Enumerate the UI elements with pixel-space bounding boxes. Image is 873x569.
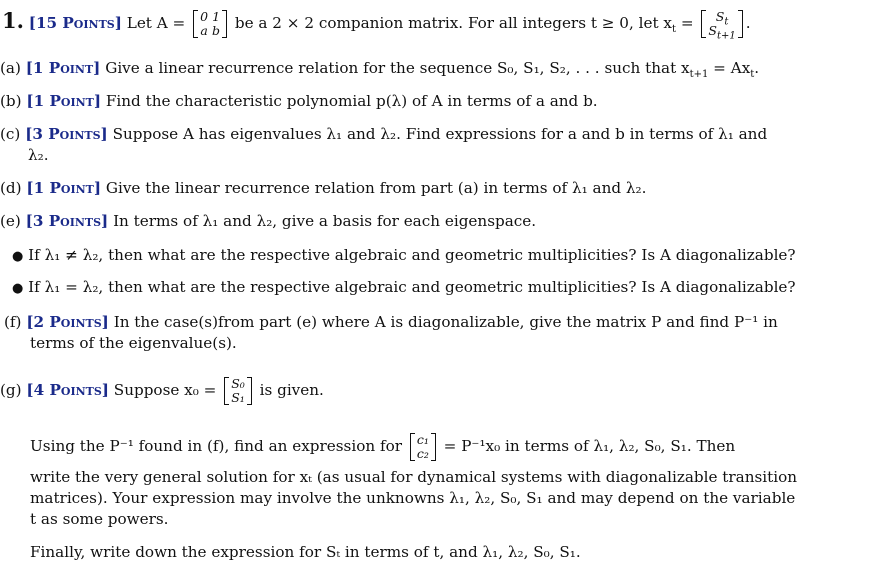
part-e bbox=[0, 211, 536, 231]
part-g-label: (g) bbox=[0, 381, 22, 399]
part-e-bullet-text: If λ₁ ≠ λ₂, then what are the respective algebraic and geometric multiplicities? Is A diagonalizable? bbox=[28, 246, 796, 264]
matrix-A bbox=[193, 10, 227, 38]
vector-St-entry: $S_{t+1}$ bbox=[708, 23, 736, 42]
part-c-points: [3 Points] bbox=[25, 125, 108, 143]
part-a-tail: = Ax bbox=[708, 59, 751, 77]
part-d-label: (d) bbox=[0, 179, 22, 197]
part-f-text2: terms of the eigenvalue(s). bbox=[30, 334, 237, 352]
part-e-points: [3 Points] bbox=[25, 212, 109, 230]
part-a-points: [1 Point] bbox=[25, 59, 101, 77]
problem-text-a: Let A = bbox=[126, 14, 186, 32]
vector-c bbox=[410, 433, 436, 461]
part-g-line2 bbox=[30, 467, 797, 487]
bullet-icon: ● bbox=[12, 281, 24, 296]
part-g-text-b: is given. bbox=[259, 381, 324, 399]
sub-t: t bbox=[671, 24, 676, 36]
part-c bbox=[0, 124, 767, 144]
matrix-A-entry: a bbox=[200, 23, 208, 38]
part-g-line3 bbox=[30, 488, 795, 508]
part-a-text: Give a linear recurrence relation for the sequence S₀, S₁, S₂, . . . such that x bbox=[105, 59, 690, 77]
part-g-line4-text: t as some powers. bbox=[30, 510, 169, 528]
vector-St-entry: $S_t$ bbox=[715, 9, 729, 28]
part-e-bullet bbox=[12, 277, 796, 299]
part-d-text: Give the linear recurrence relation from part (a) in terms of λ₁ and λ₂. bbox=[105, 179, 647, 197]
problem-text-b: be a 2 × 2 companion matrix. For all integers t ≥ 0, let x bbox=[234, 14, 672, 32]
problem-number: 1. bbox=[2, 8, 24, 33]
vector-x0-entry: S₀ bbox=[231, 376, 245, 391]
part-e-label: (e) bbox=[0, 212, 21, 230]
part-g-finally-text: Finally, write down the expression for Sₜ in terms of t, and λ₁, λ₂, S₀, S₁. bbox=[30, 543, 581, 561]
part-g-using-b: = P⁻¹x₀ in terms of λ₁, λ₂, S₀, S₁. Then bbox=[443, 437, 736, 455]
part-f-text1: In the case(s)from part (e) where A is diagonalizable, give the matrix P and find P⁻¹ in bbox=[113, 313, 778, 331]
vector-c-entry: c₁ bbox=[416, 432, 429, 447]
part-g-line2-text: write the very general solution for xₜ (as usual for dynamical systems with diagonalizable transition bbox=[30, 468, 798, 486]
part-g bbox=[0, 377, 324, 405]
part-c-label: (c) bbox=[0, 125, 21, 143]
part-g-text-a: Suppose x₀ = bbox=[113, 381, 217, 399]
matrix-A-entry: 1 bbox=[212, 9, 221, 24]
vector-c-entry: c₂ bbox=[416, 446, 429, 461]
part-d bbox=[0, 178, 646, 198]
bullet-icon: ● bbox=[12, 249, 24, 264]
part-g-line4 bbox=[30, 509, 169, 529]
part-g-using-a: Using the P⁻¹ found in (f), find an expression for bbox=[30, 437, 402, 455]
part-e-bullet-text: If λ₁ = λ₂, then what are the respective algebraic and geometric multiplicities? Is A diagonalizable? bbox=[28, 278, 796, 296]
part-g-line3-text: matrices). Your expression may involve the unknowns λ₁, λ₂, S₀, S₁ and may depend on the variable bbox=[30, 489, 796, 507]
part-f-label: (f) bbox=[4, 313, 22, 331]
vector-St bbox=[701, 9, 742, 42]
problem-points: [15 Points] bbox=[28, 14, 122, 32]
part-g-finally bbox=[30, 542, 581, 562]
part-b-label: (b) bbox=[0, 92, 22, 110]
part-c-text2: λ₂. bbox=[28, 146, 49, 164]
part-b bbox=[0, 91, 598, 111]
problem-header bbox=[2, 8, 751, 42]
part-d-points: [1 Point] bbox=[26, 179, 102, 197]
vector-x0-entry: S₁ bbox=[231, 390, 245, 405]
part-g-using bbox=[30, 433, 735, 461]
part-b-text: Find the characteristic polynomial p(λ) of A in terms of a and b. bbox=[105, 92, 598, 110]
matrix-A-entry: b bbox=[212, 23, 221, 38]
part-e-bullet bbox=[12, 245, 796, 267]
problem-text-d: . bbox=[745, 14, 751, 32]
problem-text-c: = bbox=[676, 14, 694, 32]
part-e-text: In terms of λ₁ and λ₂, give a basis for each eigenspace. bbox=[113, 212, 537, 230]
part-f bbox=[4, 312, 778, 332]
part-a-label: (a) bbox=[0, 59, 21, 77]
part-c-line2 bbox=[28, 145, 49, 165]
part-b-points: [1 Point] bbox=[26, 92, 102, 110]
part-a-end: . bbox=[754, 59, 760, 77]
part-f-points: [2 Points] bbox=[26, 313, 109, 331]
vector-x0 bbox=[224, 377, 252, 405]
part-a: (a) [1 Point] Give a linear recurrence relation for the sequence S₀, S₁, S₂, . . . such that $x_{t+1} = Ax_t$. bbox=[0, 59, 760, 81]
matrix-A-entry: 0 bbox=[200, 9, 209, 24]
part-f-line2 bbox=[30, 333, 237, 353]
part-c-text1: Suppose A has eigenvalues λ₁ and λ₂. Find expressions for a and b in terms of λ₁ and bbox=[112, 125, 768, 143]
part-g-points: [4 Points] bbox=[26, 381, 109, 399]
